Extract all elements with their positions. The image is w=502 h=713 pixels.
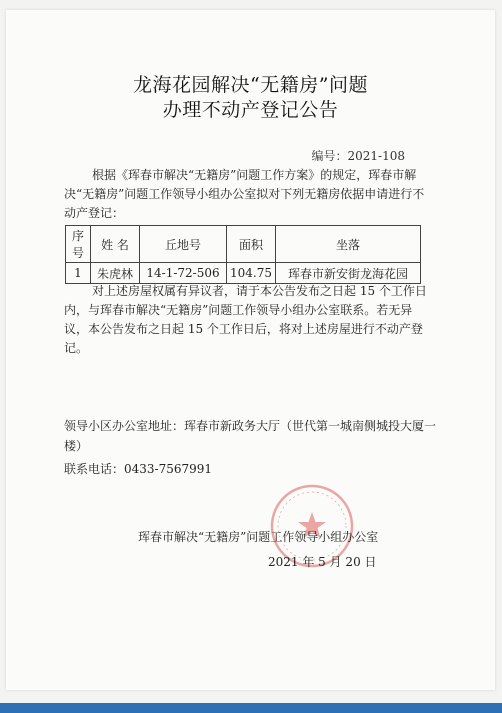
issue-date: 2021 年 5 月 20 日 — [268, 555, 377, 569]
cell-name: 朱虎林 — [91, 263, 140, 284]
objection-paragraph: 对上述房屋权属有异议者，请于本公告发布之日起 15 个工作日内，与珲春市解决“无籍房”问题工作领导小组办公室联系。若无异议，本公告发布之日起 15 个工作日后，将对上述房屋进行不动产登记。 — [64, 284, 427, 355]
table-header-row — [66, 226, 421, 263]
table-row — [66, 263, 421, 284]
office-address: 领导小区办公室地址：珲春市新政务大厅（世代第一城南侧城投大厦一楼） — [64, 419, 437, 453]
cell-area: 104.75 — [227, 263, 276, 284]
intro-paragraph: 根据《珲春市解决“无籍房”问题工作方案》的规定，珲春市解决“无籍房”问题工作领导小组办公室拟对下列无籍房依据申请进行不动产登记： — [64, 168, 425, 220]
title-line-1: 龙海花园解决“无籍房”问题 — [133, 74, 368, 96]
doc-number: 编号：2021-108 — [311, 149, 405, 163]
issuer-name: 珲春市解决“无籍房”问题工作领导小组办公室 — [138, 530, 379, 544]
header-name: 姓 名 — [91, 226, 140, 263]
cell-location: 珲春市新安街龙海花园 — [276, 263, 421, 284]
cell-index: 1 — [66, 263, 91, 284]
cell-parcel: 14-1-72-506 — [140, 263, 227, 284]
property-table — [65, 225, 421, 284]
header-area: 面积 — [227, 226, 276, 263]
header-location: 坐落 — [276, 226, 421, 263]
bottom-bar — [0, 703, 502, 713]
header-parcel: 丘地号 — [140, 226, 227, 263]
title-line-2: 办理不动产登记公告 — [162, 99, 339, 121]
contact-phone: 联系电话：0433-7567991 — [64, 462, 213, 476]
header-index: 序号 — [66, 226, 91, 263]
document-sheet — [6, 10, 495, 690]
